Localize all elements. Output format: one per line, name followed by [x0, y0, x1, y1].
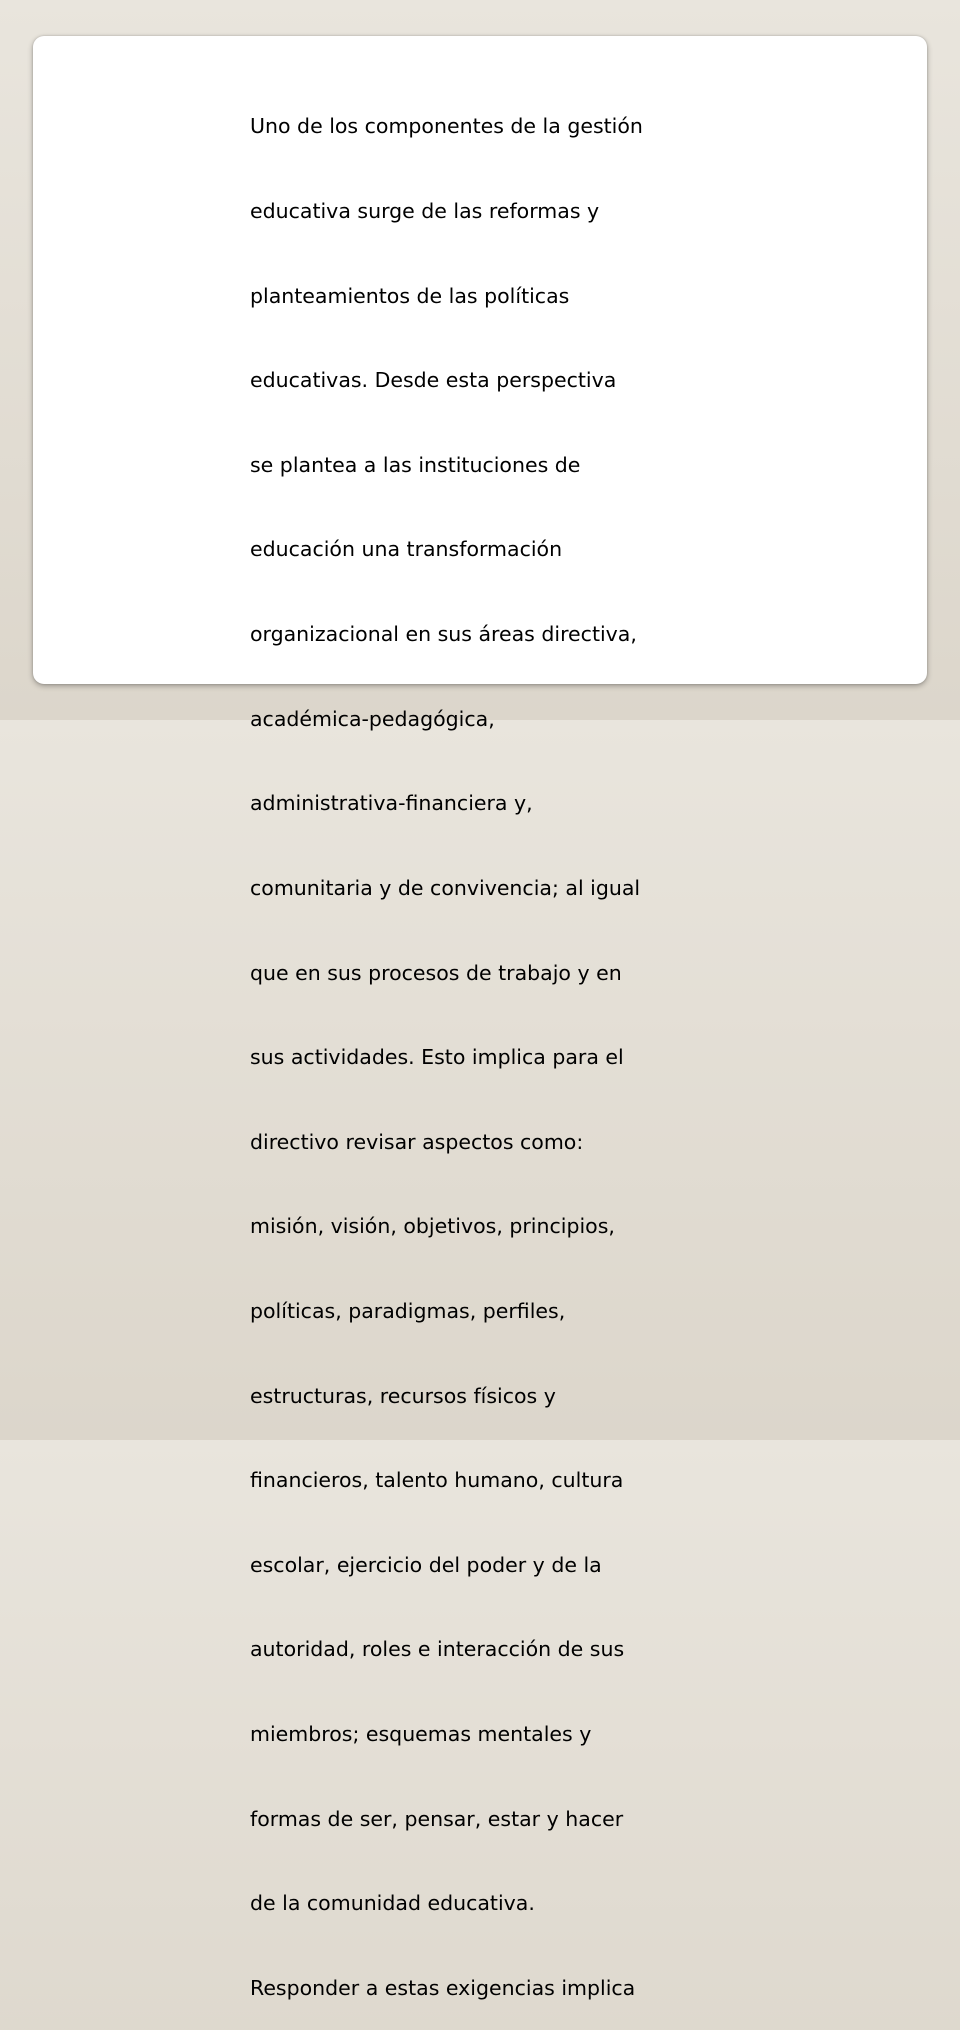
text-line: sus actividades. Esto implica para el: [250, 1045, 624, 1070]
text-line: administrativa-financiera y,: [250, 791, 533, 816]
text-line: educación una transformación: [250, 537, 563, 562]
text-line: de la comunidad educativa.: [250, 1891, 535, 1916]
text-line: Uno de los componentes de la gestión: [250, 114, 643, 139]
text-line: financieros, talento humano, cultura: [250, 1468, 624, 1493]
text-line: que en sus procesos de trabajo y en: [250, 960, 622, 985]
text-line: Responder a estas exigencias implica: [250, 1975, 636, 2000]
text-line: directivo revisar aspectos como:: [250, 1129, 584, 1154]
text-line: se plantea a las instituciones de: [250, 452, 581, 477]
text-line: misión, visión, objetivos, principios,: [250, 1214, 615, 1239]
text-line: autoridad, roles e interacción de sus: [250, 1637, 625, 1662]
text-line: escolar, ejercicio del poder y de la: [250, 1552, 602, 1577]
text-line: estructuras, recursos físicos y: [250, 1383, 556, 1408]
text-line: comunitaria y de convivencia; al igual: [250, 875, 641, 900]
text-line: educativas. Desde esta perspectiva: [250, 368, 617, 393]
text-line: educativa surge de las reformas y: [250, 199, 600, 224]
slide-body-text: [250, 56, 720, 2030]
text-line: académica-pedagógica,: [250, 706, 495, 731]
text-line: organizacional en sus áreas directiva,: [250, 622, 637, 647]
text-line: políticas, paradigmas, perfiles,: [250, 1298, 566, 1323]
text-line: formas de ser, pensar, estar y hacer: [250, 1806, 624, 1831]
text-line: planteamientos de las políticas: [250, 283, 570, 308]
text-line: miembros; esquemas mentales y: [250, 1721, 592, 1746]
